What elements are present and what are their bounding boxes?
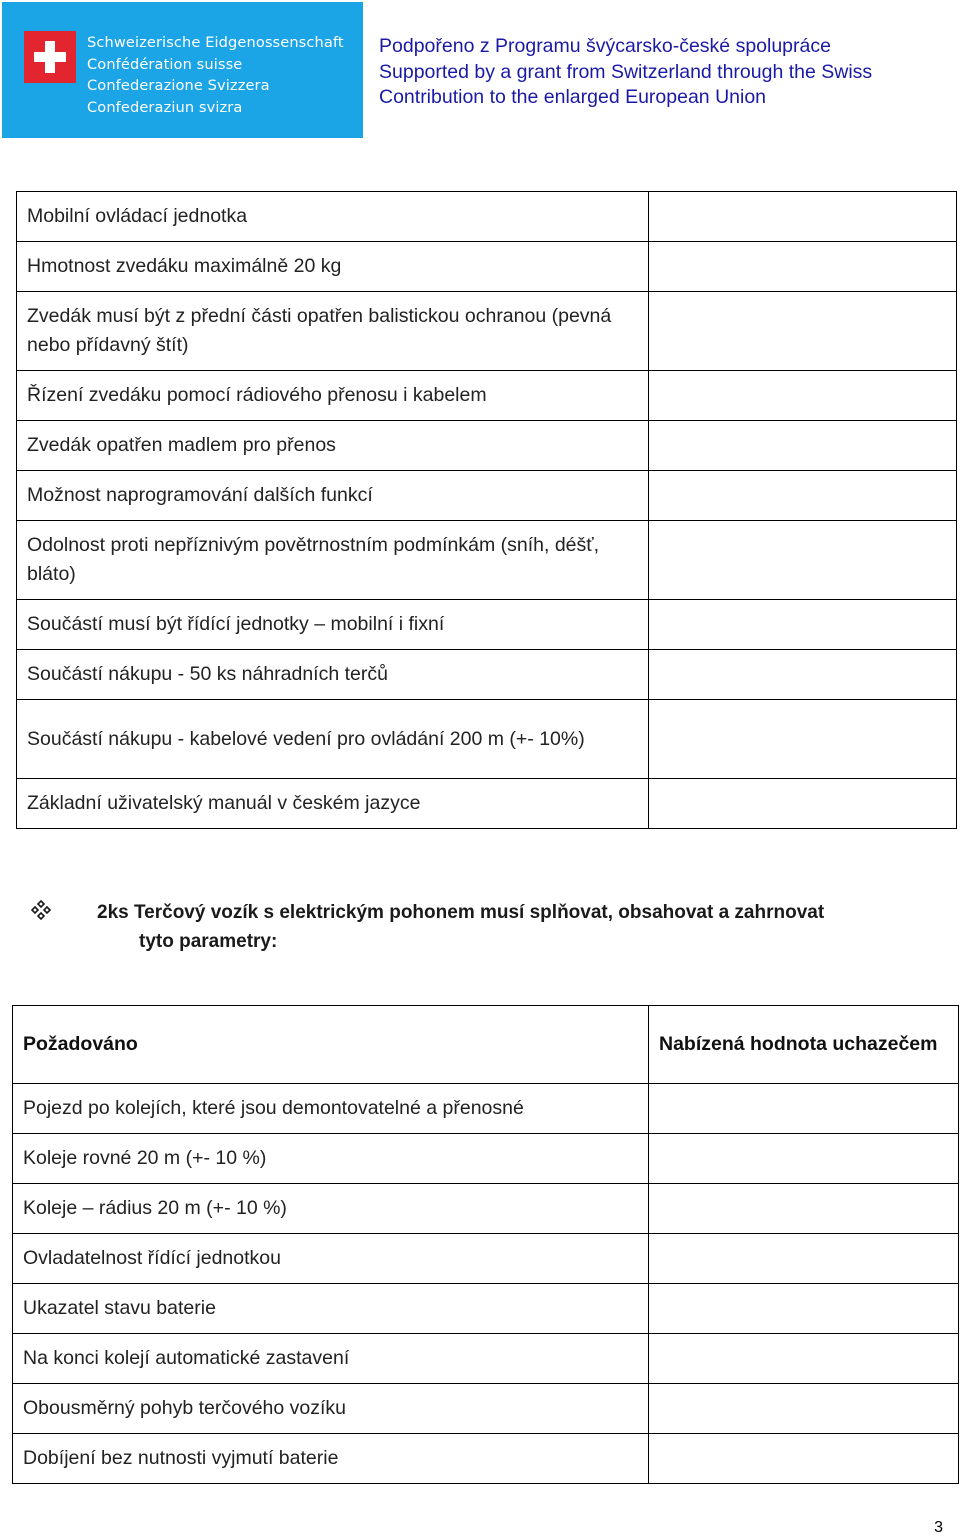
table-row — [13, 1334, 959, 1384]
requirement-cell: Dobíjení bez nutnosti vyjmutí baterie — [13, 1434, 649, 1484]
column-header-offered: Nabízená hodnota uchazečem — [649, 1006, 959, 1084]
offered-value-cell[interactable] — [649, 292, 957, 371]
requirement-cell: Na konci kolejí automatické zastavení — [13, 1334, 649, 1384]
requirement-cell: Koleje rovné 20 m (+- 10 %) — [13, 1134, 649, 1184]
offered-value-cell[interactable] — [649, 779, 957, 829]
offered-value-cell[interactable] — [649, 521, 957, 600]
requirement-cell: Koleje – rádius 20 m (+- 10 %) — [13, 1184, 649, 1234]
section-heading — [30, 898, 945, 956]
requirements-table-2 — [12, 1005, 959, 1484]
swiss-flag-icon — [24, 31, 76, 83]
requirement-cell: Možnost naprogramování dalších funkcí — [17, 471, 649, 521]
table-row — [17, 471, 957, 521]
logo-name-fr: Confédération suisse — [87, 55, 243, 73]
offered-value-cell[interactable] — [649, 1434, 959, 1484]
offered-value-cell[interactable] — [649, 192, 957, 242]
page-number: 3 — [934, 1519, 943, 1536]
diamond-bullet-icon — [30, 899, 52, 921]
header-line-1: Podpořeno z Programu švýcarsko-české spolupráce — [379, 35, 831, 57]
requirement-cell: Součástí musí být řídící jednotky – mobilní i fixní — [17, 600, 649, 650]
table-row — [17, 700, 957, 779]
requirement-cell: Pojezd po kolejích, které jsou demontovatelné a přenosné — [13, 1084, 649, 1134]
requirement-cell: Odolnost proti nepříznivým povětrnostním podmínkám (sníh, déšť, bláto) — [17, 521, 649, 600]
requirement-cell: Řízení zvedáku pomocí rádiového přenosu i kabelem — [17, 371, 649, 421]
table-header-row — [13, 1006, 959, 1084]
requirement-cell: Obousměrný pohyb terčového vozíku — [13, 1384, 649, 1434]
requirement-cell: Ovladatelnost řídící jednotkou — [13, 1234, 649, 1284]
table-row — [17, 421, 957, 471]
offered-value-cell[interactable] — [649, 1284, 959, 1334]
swiss-confederation-logo — [2, 2, 363, 138]
section-heading-line-1: 2ks Terčový vozík s elektrickým pohonem musí splňovat, obsahovat a zahrnovat — [97, 902, 825, 923]
requirement-cell: Hmotnost zvedáku maximálně 20 kg — [17, 242, 649, 292]
offered-value-cell[interactable] — [649, 371, 957, 421]
table-row — [13, 1084, 959, 1134]
header-line-3: Contribution to the enlarged European Union — [379, 86, 767, 108]
requirement-cell: Zvedák opatřen madlem pro přenos — [17, 421, 649, 471]
requirement-cell: Základní uživatelský manuál v českém jazyce — [17, 779, 649, 829]
offered-value-cell[interactable] — [649, 1384, 959, 1434]
offered-value-cell[interactable] — [649, 1334, 959, 1384]
offered-value-cell[interactable] — [649, 1234, 959, 1284]
logo-name-rm: Confederaziun svizra — [87, 98, 243, 116]
requirement-cell: Zvedák musí být z přední části opatřen balistickou ochranou (pevná nebo přídavný štít) — [17, 292, 649, 371]
logo-name-de: Schweizerische Eidgenossenschaft — [87, 34, 344, 51]
offered-value-cell[interactable] — [649, 700, 957, 779]
table-row — [17, 242, 957, 292]
requirements-table-1 — [16, 191, 957, 829]
requirement-cell: Ukazatel stavu baterie — [13, 1284, 649, 1334]
logo-name-it: Confederazione Svizzera — [87, 77, 270, 94]
offered-value-cell[interactable] — [649, 421, 957, 471]
section-heading-line-2: tyto parametry: — [139, 931, 278, 952]
table-row — [13, 1184, 959, 1234]
offered-value-cell[interactable] — [649, 650, 957, 700]
requirement-cell: Mobilní ovládací jednotka — [17, 192, 649, 242]
table-row — [17, 521, 957, 600]
offered-value-cell[interactable] — [649, 600, 957, 650]
table-row — [17, 371, 957, 421]
offered-value-cell[interactable] — [649, 471, 957, 521]
table-row — [17, 292, 957, 371]
table-row — [17, 600, 957, 650]
offered-value-cell[interactable] — [649, 1184, 959, 1234]
offered-value-cell[interactable] — [649, 1134, 959, 1184]
table-row — [17, 650, 957, 700]
table-row — [17, 192, 957, 242]
header-line-2: Supported by a grant from Switzerland through the Swiss — [379, 60, 873, 83]
table-row — [13, 1434, 959, 1484]
table-row — [13, 1134, 959, 1184]
requirement-cell: Součástí nákupu - kabelové vedení pro ovládání 200 m (+- 10%) — [17, 700, 649, 779]
table-row — [13, 1384, 959, 1434]
table-row — [13, 1234, 959, 1284]
table-row — [13, 1284, 959, 1334]
offered-value-cell[interactable] — [649, 242, 957, 292]
requirement-cell: Součástí nákupu - 50 ks náhradních terčů — [17, 650, 649, 700]
logo-names — [87, 32, 344, 118]
header-text — [379, 34, 872, 111]
column-header-required: Požadováno — [13, 1006, 649, 1084]
table-row — [17, 779, 957, 829]
offered-value-cell[interactable] — [649, 1084, 959, 1134]
